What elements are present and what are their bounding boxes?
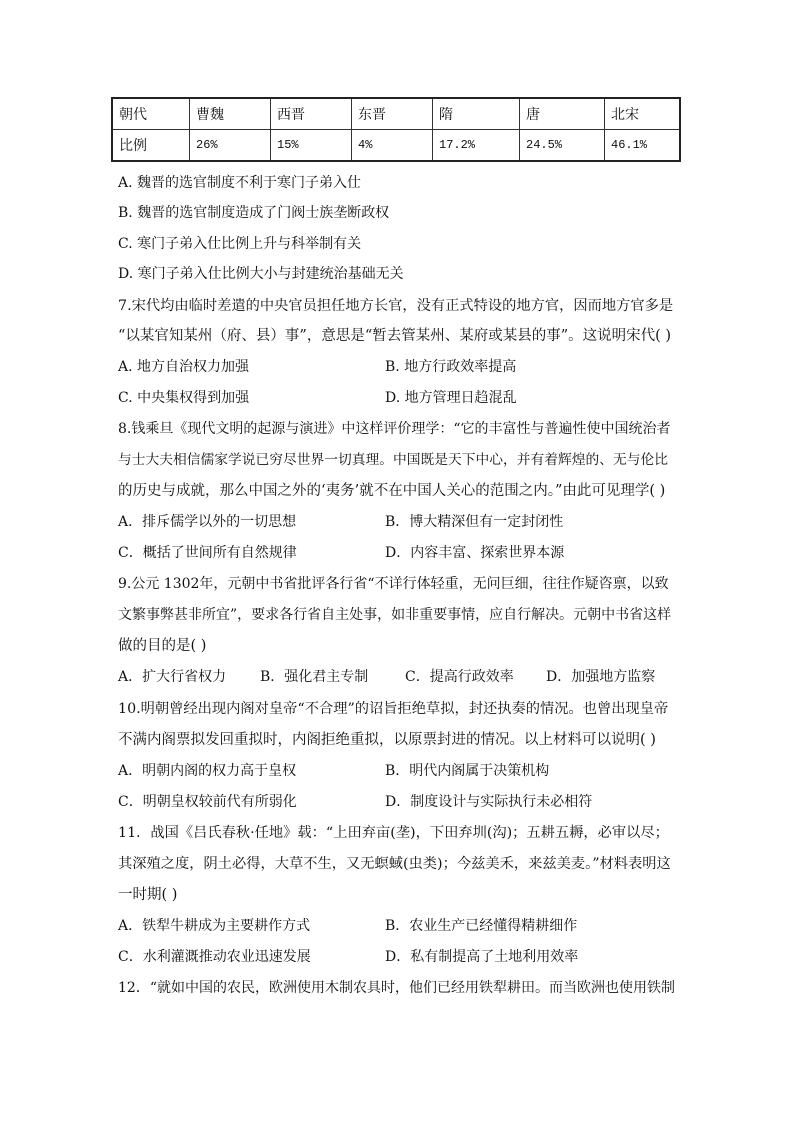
table-cell: 46.1% (605, 130, 681, 162)
option-b: B．明代内阁属于决策机构 (385, 763, 550, 779)
table-cell: 4% (352, 130, 433, 162)
question-stem: 7.宋代均由临时差遣的中央官员担任地方长官，没有正式特设的地方官，因而地方官多是 (118, 298, 674, 314)
question-stem: 其深殖之度，阴土必得，大草不生，又无螟蜮(虫类)；今兹美禾，来兹美麦。”材料表明这 (118, 856, 671, 872)
question-stem: 与士大夫相信儒家学说已穷尽世界一切真理。中国既是天下中心，并有着辉煌的、无与伦比 (118, 452, 669, 468)
option-a: A．明朝内阁的权力高于皇权 (118, 763, 297, 779)
option-d: D. 寒门子弟入仕比例大小与封建统治基础无关 (118, 266, 404, 282)
option-b: B. 魏晋的选官制度造成了门阀士族垄断政权 (118, 205, 390, 221)
table-header-row (112, 98, 680, 130)
question-stem: 8.钱乘旦《现代文明的起源与演进》中这样评价理学：“它的丰富性与普遍性使中国统治者 (118, 421, 671, 437)
option-d: D. 地方管理日趋混乱 (385, 390, 517, 406)
option-a: A. 魏晋的选官制度不利于寒门子弟入仕 (118, 175, 362, 191)
table-cell: 隋 (433, 98, 520, 130)
table-cell: 曹魏 (190, 98, 271, 130)
table-cell: 26% (190, 130, 271, 162)
question-stem: 10.明朝曾经出现内阁对皇帝“不合理”的诏旨拒绝草拟，封还执奏的情况。也曾出现皇帝 (118, 701, 669, 717)
option-a: A．排斥儒学以外的一切思想 (118, 514, 297, 530)
question-stem: 11．战国《吕氏春秋·任地》载：“上田弃亩(垄)，下田弃圳(沟)；五耕五耨，必审以尽； (118, 825, 669, 841)
table-cell: 北宋 (605, 98, 681, 130)
option-a: A. 地方自治权力加强 (118, 359, 250, 375)
table-row (112, 130, 680, 162)
question-stem: 做的目的是( ) (118, 638, 207, 654)
option-c: C．明朝皇权较前代有所弱化 (118, 794, 297, 810)
table-cell: 东晋 (352, 98, 433, 130)
option-b: B. 地方行政效率提高 (385, 359, 517, 375)
option-c: C．概括了世间所有自然规律 (118, 545, 297, 561)
table-cell: 24.5% (520, 130, 605, 162)
option-d: D．内容丰富、探索世界本源 (385, 545, 565, 561)
table-cell: 比例 (112, 130, 190, 162)
question-stem: 一时期( ) (118, 887, 178, 903)
option-b: B．博大精深但有一定封闭性 (385, 514, 564, 530)
option-b: B．强化君主专制 (260, 669, 369, 685)
table-cell: 唐 (520, 98, 605, 130)
option-d: D．制度设计与实际执行未必相符 (385, 794, 593, 810)
question-stem: 文繁事弊甚非所宜”，要求各行省自主处事，如非重要事情，应自行解决。元朝中书省这样 (118, 607, 672, 623)
option-c: C．提高行政效率 (405, 669, 514, 685)
table-cell: 17.2% (433, 130, 520, 162)
dynasty-ratio-table (111, 97, 681, 162)
option-d: D．私有制提高了土地利用效率 (385, 949, 579, 965)
question-stem: 9.公元 1302年，元朝中书省批评各行省“不详行体轻重，无问巨细，往往作疑咨禀，以致 (118, 576, 669, 592)
question-stem: 的历史与成就，那么中国之外的‘夷务’就不在中国人关心的范围之内。”由此可见理学( ) (118, 483, 666, 499)
question-stem: 不满内阁票拟发回重拟时，内阁拒绝重拟，以原票封进的情况。以上材料可以说明( ) (118, 732, 656, 748)
table-cell: 15% (271, 130, 352, 162)
question-stem: 12．“就如中国的农民，欧洲使用木制农具时，他们已经用铁犁耕田。而当欧洲也使用铁制 (118, 980, 675, 996)
option-c: C. 中央集权得到加强 (118, 390, 250, 406)
option-d: D．加强地方监察 (546, 669, 656, 685)
option-a: A．铁犁牛耕成为主要耕作方式 (118, 918, 311, 934)
option-c: C．水利灌溉推动农业迅速发展 (118, 949, 311, 965)
option-b: B．农业生产已经懂得精耕细作 (385, 918, 578, 934)
option-c: C. 寒门子弟入仕比例上升与科举制有关 (118, 236, 362, 252)
question-stem: “以某官知某州（府、县）事”，意思是“暂去管某州、某府或某县的事”。这说明宋代( ) (118, 328, 672, 344)
option-a: A．扩大行省权力 (118, 669, 227, 685)
table-cell: 朝代 (112, 98, 190, 130)
table-cell: 西晋 (271, 98, 352, 130)
